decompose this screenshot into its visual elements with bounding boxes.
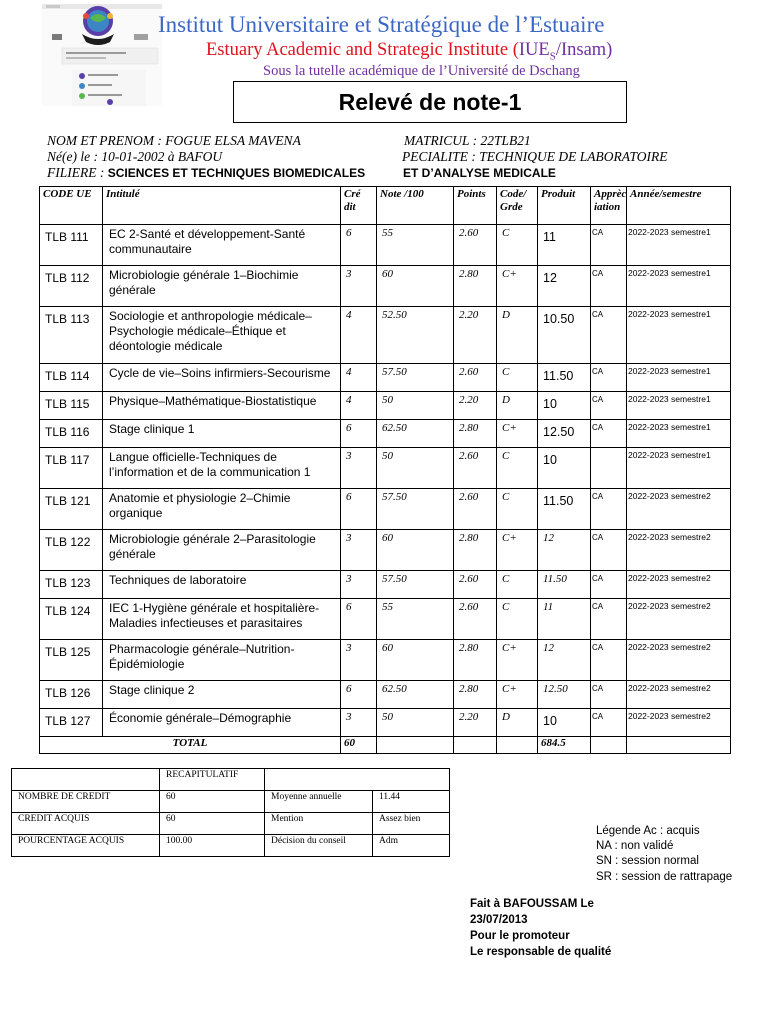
student-name: NOM ET PRENOM : FOGUE ELSA MAVENA (47, 133, 301, 148)
recap-value2: Assez bien (373, 813, 450, 835)
student-specialite: PECIALITE : TECHNIQUE DE LABORATOIRE (402, 149, 668, 164)
ue-intitule: IEC 1-Hygiène générale et hospitalière-Maladies infectieuses et parasitaires (103, 599, 341, 640)
signature-line: Fait à BAFOUSSAM Le (470, 898, 594, 910)
ue-credit: 4 (341, 364, 377, 392)
ue-intitule: Stage clinique 2 (103, 681, 341, 709)
ue-appreciation: CA (591, 709, 627, 737)
ue-credit: 6 (341, 489, 377, 530)
ue-produit: 11.50 (538, 571, 591, 599)
ue-grade: C+ (497, 681, 538, 709)
legend-line: NA : non validé (596, 840, 674, 853)
ue-produit: 10 (538, 392, 591, 420)
ue-grade: C (497, 364, 538, 392)
table-row (40, 420, 731, 448)
recap-label2: Décision du conseil (265, 835, 373, 857)
ue-points: 2.60 (454, 599, 497, 640)
ue-points: 2.60 (454, 364, 497, 392)
ue-intitule: Microbiologie générale 2–Parasitologie générale (103, 530, 341, 571)
ue-intitule: Physique–Mathématique-Biostatistique (103, 392, 341, 420)
ue-credit: 3 (341, 640, 377, 681)
ue-note: 55 (377, 599, 454, 640)
ue-appreciation: CA (591, 530, 627, 571)
recap-row (12, 791, 450, 813)
table-row (40, 530, 731, 571)
recap-value: 60 (160, 813, 265, 835)
ue-annee: 2022-2023 semestre2 (627, 571, 731, 599)
ue-code: TLB 126 (40, 681, 103, 709)
header-intitule: Intitulé (103, 187, 341, 225)
student-matricule: MATRICUL : 22TLB21 (404, 133, 531, 148)
ue-grade: C+ (497, 530, 538, 571)
total-credit: 60 (341, 737, 377, 754)
ue-points: 2.80 (454, 266, 497, 307)
legend-line: SN : session normal (596, 855, 699, 868)
document-title: Relevé de note-1 (338, 89, 522, 115)
ue-annee: 2022-2023 semestre1 (627, 364, 731, 392)
header-grade: Code/ Grde (497, 187, 538, 225)
recap-label2: Moyenne annuelle (265, 791, 373, 813)
ue-intitule: Cycle de vie–Soins infirmiers-Secourisme (103, 364, 341, 392)
ue-points: 2.20 (454, 709, 497, 737)
ue-note: 57.50 (377, 571, 454, 599)
table-row (40, 266, 731, 307)
ue-code: TLB 114 (40, 364, 103, 392)
ue-code: TLB 113 (40, 307, 103, 364)
ue-grade: C (497, 489, 538, 530)
recap-label: POURCENTAGE ACQUIS (12, 835, 160, 857)
subtitle-text: Estuary Academic and Strategic Institute ( (206, 40, 519, 60)
recap-label: NOMBRE DE CREDIT (12, 791, 160, 813)
ue-produit: 10 (538, 709, 591, 737)
recap-value2: Adm (373, 835, 450, 857)
header-code: CODE UE (40, 187, 103, 225)
ue-annee: 2022-2023 semestre2 (627, 681, 731, 709)
ue-code: TLB 123 (40, 571, 103, 599)
ue-produit: 12 (538, 266, 591, 307)
header-annee: Année/semestre (627, 187, 731, 225)
table-row (40, 448, 731, 489)
ue-note: 50 (377, 448, 454, 489)
ue-note: 62.50 (377, 420, 454, 448)
subtitle-abbr-main: IUE (518, 40, 550, 60)
ue-appreciation (591, 448, 627, 489)
recap-empty (12, 769, 160, 791)
ue-appreciation: CA (591, 571, 627, 599)
recap-table (11, 768, 450, 857)
ue-annee: 2022-2023 semestre1 (627, 420, 731, 448)
ue-appreciation: CA (591, 307, 627, 364)
institute-title: Institut Universitaire et Stratégique de l’Estuaire (158, 12, 605, 37)
ue-intitule: Économie générale–Démographie (103, 709, 341, 737)
institute-subtitle (206, 40, 612, 63)
ue-intitule: EC 2-Santé et développement-Santé communautaire (103, 225, 341, 266)
ue-note: 52.50 (377, 307, 454, 364)
signature-block (470, 896, 611, 960)
legend-line: SR : session de rattrapage (596, 870, 733, 883)
ue-code: TLB 112 (40, 266, 103, 307)
ue-grade: C (497, 571, 538, 599)
ue-credit: 3 (341, 530, 377, 571)
ue-appreciation: CA (591, 392, 627, 420)
ue-produit: 12 (538, 640, 591, 681)
header-points: Points (454, 187, 497, 225)
ue-points: 2.80 (454, 530, 497, 571)
ue-code: TLB 121 (40, 489, 103, 530)
institute-tutelle: Sous la tutelle académique de l’Université de Dschang (263, 63, 580, 79)
document-title-box (233, 81, 627, 123)
student-filiere: FILIERE : SCIENCES ET TECHNIQUES BIOMEDICALES (47, 165, 366, 180)
ue-code: TLB 124 (40, 599, 103, 640)
table-row (40, 709, 731, 737)
subtitle-abbr-rest: /Insam) (555, 40, 613, 60)
ue-code: TLB 111 (40, 225, 103, 266)
ue-code: TLB 122 (40, 530, 103, 571)
ue-credit: 6 (341, 225, 377, 266)
total-produit: 684.5 (538, 737, 591, 754)
ue-intitule: Techniques de laboratoire (103, 571, 341, 599)
ue-points: 2.60 (454, 489, 497, 530)
ue-points: 2.60 (454, 448, 497, 489)
ue-note: 57.50 (377, 489, 454, 530)
ue-intitule: Stage clinique 1 (103, 420, 341, 448)
ue-points: 2.80 (454, 681, 497, 709)
ue-points: 2.20 (454, 307, 497, 364)
ue-appreciation: CA (591, 420, 627, 448)
total-empty (377, 737, 454, 754)
ue-code: TLB 125 (40, 640, 103, 681)
ue-note: 62.50 (377, 681, 454, 709)
signature-line: Le responsable de qualité (470, 946, 612, 958)
ue-points: 2.80 (454, 420, 497, 448)
ue-grade: C (497, 599, 538, 640)
ue-grade: C (497, 225, 538, 266)
ue-grade: C+ (497, 266, 538, 307)
ue-produit: 12 (538, 530, 591, 571)
ue-note: 60 (377, 640, 454, 681)
ue-grade: C (497, 448, 538, 489)
institute-logo (42, 4, 162, 106)
ue-credit: 3 (341, 571, 377, 599)
ue-annee: 2022-2023 semestre1 (627, 448, 731, 489)
ue-note: 55 (377, 225, 454, 266)
ue-annee: 2022-2023 semestre2 (627, 709, 731, 737)
ue-credit: 6 (341, 599, 377, 640)
ue-credit: 4 (341, 307, 377, 364)
signature-line: 23/07/2013 (470, 914, 528, 926)
ue-intitule: Microbiologie générale 1–Biochimie générale (103, 266, 341, 307)
header-note: Note /100 (377, 187, 454, 225)
ue-note: 60 (377, 530, 454, 571)
ue-credit: 6 (341, 681, 377, 709)
ue-appreciation: CA (591, 364, 627, 392)
recap-title: RECAPITULATIF (160, 769, 265, 791)
ue-code: TLB 115 (40, 392, 103, 420)
ue-annee: 2022-2023 semestre2 (627, 640, 731, 681)
recap-value: 60 (160, 791, 265, 813)
ue-note: 50 (377, 709, 454, 737)
table-row (40, 225, 731, 266)
header-produit: Produit (538, 187, 591, 225)
ue-appreciation: CA (591, 640, 627, 681)
ue-intitule: Pharmacologie générale–Nutrition-Épidémiologie (103, 640, 341, 681)
table-row (40, 392, 731, 420)
ue-intitule: Langue officielle-Techniques de l’information et de la communication 1 (103, 448, 341, 489)
table-row (40, 489, 731, 530)
ue-produit: 11.50 (538, 489, 591, 530)
ue-points: 2.60 (454, 225, 497, 266)
recap-row (12, 813, 450, 835)
student-filiere-cont: ET D’ANALYSE MEDICALE (403, 166, 556, 180)
ue-grade: D (497, 709, 538, 737)
total-empty (454, 737, 497, 754)
ue-credit: 3 (341, 266, 377, 307)
legend (596, 824, 732, 885)
ue-credit: 3 (341, 709, 377, 737)
ue-grade: D (497, 392, 538, 420)
ue-appreciation: CA (591, 489, 627, 530)
recap-value: 100.00 (160, 835, 265, 857)
ue-points: 2.60 (454, 571, 497, 599)
ue-grade: C+ (497, 420, 538, 448)
ue-produit: 11 (538, 599, 591, 640)
ue-credit: 3 (341, 448, 377, 489)
ue-code: TLB 117 (40, 448, 103, 489)
ue-annee: 2022-2023 semestre1 (627, 307, 731, 364)
table-row (40, 364, 731, 392)
ue-appreciation: CA (591, 681, 627, 709)
ue-annee: 2022-2023 semestre1 (627, 225, 731, 266)
ue-produit: 12.50 (538, 681, 591, 709)
ue-annee: 2022-2023 semestre1 (627, 266, 731, 307)
total-label: TOTAL (40, 737, 341, 754)
ue-appreciation: CA (591, 266, 627, 307)
table-header-row (40, 187, 731, 225)
student-birth: Né(e) le : 10-01-2002 à BAFOU (47, 149, 223, 164)
recap-label2: Mention (265, 813, 373, 835)
table-row (40, 571, 731, 599)
ue-produit: 11 (538, 225, 591, 266)
recap-empty (265, 769, 450, 791)
subtitle-abbr (518, 40, 613, 63)
ue-produit: 11.50 (538, 364, 591, 392)
ue-code: TLB 127 (40, 709, 103, 737)
table-row (40, 307, 731, 364)
ue-annee: 2022-2023 semestre2 (627, 489, 731, 530)
ue-produit: 10 (538, 448, 591, 489)
total-empty (497, 737, 538, 754)
table-row (40, 640, 731, 681)
total-empty (591, 737, 627, 754)
recap-value2: 11.44 (373, 791, 450, 813)
ue-points: 2.80 (454, 640, 497, 681)
ue-grade: C+ (497, 640, 538, 681)
legend-line: Légende Ac : acquis (596, 825, 700, 837)
total-empty (627, 737, 731, 754)
header-credit: Cré dit (341, 187, 377, 225)
ue-annee: 2022-2023 semestre2 (627, 530, 731, 571)
subtitle-abbr-sub: S (549, 50, 556, 63)
ue-intitule: Anatomie et physiologie 2–Chimie organique (103, 489, 341, 530)
recap-row (12, 835, 450, 857)
ue-note: 57.50 (377, 364, 454, 392)
ue-appreciation: CA (591, 225, 627, 266)
grades-table (39, 186, 731, 754)
table-row (40, 599, 731, 640)
ue-credit: 6 (341, 420, 377, 448)
signature-line: Pour le promoteur (470, 930, 570, 942)
total-row (40, 737, 731, 754)
ue-note: 60 (377, 266, 454, 307)
recap-label: CREDIT ACQUIS (12, 813, 160, 835)
ue-appreciation: CA (591, 599, 627, 640)
table-row (40, 681, 731, 709)
recap-header-row (12, 769, 450, 791)
ue-annee: 2022-2023 semestre2 (627, 599, 731, 640)
ue-grade: D (497, 307, 538, 364)
ue-annee: 2022-2023 semestre1 (627, 392, 731, 420)
header-appreciation: Apprèc iation (591, 187, 627, 225)
ue-credit: 4 (341, 392, 377, 420)
ue-code: TLB 116 (40, 420, 103, 448)
ue-intitule: Sociologie et anthropologie médicale–Psychologie médicale–Éthique et déontologie médicale (103, 307, 341, 364)
ue-note: 50 (377, 392, 454, 420)
ue-produit: 12.50 (538, 420, 591, 448)
ue-produit: 10.50 (538, 307, 591, 364)
ue-points: 2.20 (454, 392, 497, 420)
